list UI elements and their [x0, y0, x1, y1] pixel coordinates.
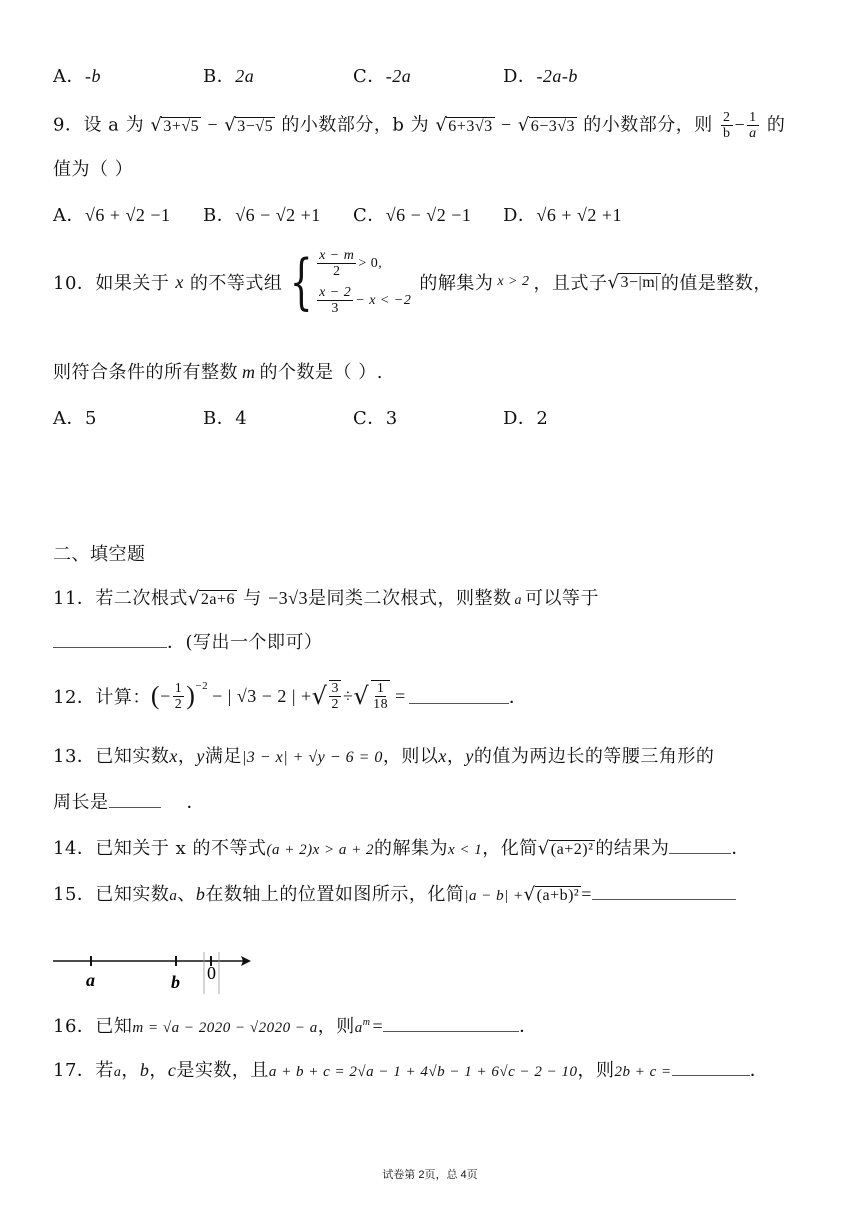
- option-value: √6 + √2 −1: [85, 205, 171, 225]
- option-label: A．: [53, 66, 85, 87]
- q10-lead: 10．如果关于: [53, 273, 170, 294]
- q14-inequality: (a + 2)x > a + 2: [266, 842, 375, 858]
- q9-options: [53, 201, 622, 227]
- q10-line2-tail: 的个数是（ ）.: [259, 362, 383, 383]
- denominator: b: [723, 126, 731, 141]
- option-a: A．5: [53, 408, 97, 429]
- q12-radical-fraction-2: [371, 680, 390, 712]
- q9-fraction-2: [747, 110, 759, 141]
- var-m: m: [242, 362, 256, 382]
- q10-lead2: 的不等式组: [189, 273, 283, 294]
- q11-line2-text: ．(写出一个即可）: [167, 632, 323, 653]
- q12-mid: − | √3 − 2 | +: [212, 685, 312, 706]
- denominator: 18: [373, 697, 389, 712]
- q10-tail: 的值是整数，: [660, 273, 772, 294]
- q16-lead: 16．已知: [53, 1016, 133, 1037]
- q14-lead: 14．已知关于 x 的不等式: [53, 838, 267, 859]
- q11-radical: 2a+6: [200, 591, 236, 608]
- inequality-1: [315, 248, 411, 279]
- q11-tail: 是同类二次根式，则整数: [308, 588, 512, 609]
- question-17: [53, 1056, 768, 1082]
- period: ．: [186, 792, 205, 813]
- separator: ，: [149, 1060, 168, 1081]
- rest: > 0,: [358, 255, 383, 271]
- q15-tail: 在数轴上的位置如图所示，化简: [205, 884, 465, 905]
- q13-mid: 满足: [204, 746, 242, 767]
- q13-line2-text: 周长是: [53, 792, 109, 813]
- var-a: a: [514, 593, 523, 608]
- option-c: C．3: [353, 408, 398, 429]
- q8-options: [53, 62, 578, 88]
- var-x: x: [438, 746, 447, 766]
- inequality-2: [315, 285, 411, 316]
- q15-radical: (a+b)²: [536, 887, 580, 904]
- question-12: 12．计算： ( − $\frac{1}{2}$ ) $^{-2}$ − | √3 − 2 | + √ $\frac{3}{2}$ ÷ √ $\frac{1}{18}$ = ．: [53, 680, 528, 712]
- q11-tail2: 可以等于: [525, 588, 600, 609]
- q10-solution: x > 2: [497, 274, 530, 289]
- numerator: x − m: [319, 248, 355, 263]
- q13-lead: 13．已知实数: [53, 746, 170, 767]
- denominator: a: [749, 126, 757, 141]
- question-11: 11．若二次根式√2a+6 与 −3√3是同类二次根式，则整数 a 可以等于: [53, 588, 600, 609]
- option-label: B．: [203, 205, 236, 226]
- var-y: y: [196, 746, 205, 766]
- q14-mid: 的解集为: [374, 838, 449, 859]
- question-9: 9．设 a 为 √3+√5 − √3−√5 的小数部分，b 为 √6+3√3 − √6−3√3 的小数部分，则 $\frac{2}{b}$ − $\frac{1}{a}$ 的: [53, 110, 786, 141]
- label-a: a: [86, 970, 95, 990]
- label-b: b: [171, 972, 180, 992]
- denominator: 3: [331, 301, 339, 316]
- equals-sign: =: [581, 884, 592, 904]
- separator: ，: [121, 1060, 140, 1081]
- q13-expr: |3 − x| + √y − 6 = 0: [241, 749, 383, 766]
- answer-blank[interactable]: [669, 839, 731, 854]
- period: ．: [519, 1016, 538, 1037]
- answer-blank[interactable]: [53, 633, 167, 648]
- denominator: 2: [174, 696, 183, 712]
- q9-fraction-1: [721, 110, 733, 141]
- question-16: [53, 1012, 538, 1038]
- var-x: x: [169, 746, 178, 766]
- option-value: √6 + √2 +1: [536, 205, 622, 225]
- q10-options: [53, 404, 548, 430]
- q11-mid: 与: [243, 588, 262, 609]
- question-13: [53, 742, 714, 768]
- fraction: [317, 248, 356, 279]
- q9-lead: 9．设 a 为: [53, 114, 145, 136]
- q9-line2: 值为（ ）: [53, 159, 134, 180]
- exponent: −2: [195, 680, 209, 692]
- option-b: B．4: [203, 408, 248, 429]
- number-line: [53, 948, 263, 998]
- numerator: x − 2: [319, 285, 352, 300]
- option-value: -b: [85, 66, 101, 86]
- system-rows: [315, 248, 411, 316]
- denominator: 2: [332, 264, 341, 279]
- q10-mid: 的解集为: [419, 273, 494, 294]
- q13-mid2: ，则以: [382, 746, 439, 767]
- q17-mid2: ，则: [577, 1060, 615, 1081]
- minus-sign: −: [207, 114, 219, 135]
- answer-blank[interactable]: [409, 689, 509, 704]
- q14-mid2: ，化简: [482, 838, 538, 859]
- var-c: c: [167, 1060, 177, 1080]
- numerator: 2: [723, 110, 731, 125]
- q15-expr: |a − b| +: [464, 888, 524, 904]
- q9-radical-2: 3−√5: [237, 117, 274, 135]
- q10-line2: [53, 358, 383, 384]
- var-a: a: [113, 1065, 122, 1080]
- q9-mid: 的小数部分，b 为: [281, 114, 430, 136]
- q17-expr: a + b + c = 2√a − 1 + 4√b − 1 + 6√c − 2 − 10: [268, 1064, 578, 1080]
- q12-fraction: [173, 681, 185, 712]
- q17-ask: 2b + c =: [614, 1064, 672, 1080]
- q9-radical-4: 6−3√3: [530, 117, 576, 135]
- q13-tail: 的值为两边长的等腰三角形的: [473, 746, 715, 767]
- answer-blank[interactable]: [109, 793, 161, 808]
- rest: − x < −2: [355, 292, 412, 308]
- base-a: a: [354, 1020, 363, 1036]
- q9-mid2: 的小数部分，则: [583, 114, 713, 136]
- q11-expr: −3√3: [267, 588, 309, 608]
- separator: ，: [177, 746, 197, 767]
- answer-blank[interactable]: [672, 1061, 750, 1076]
- q12-tail: ．: [508, 687, 528, 708]
- option-label: D．: [503, 205, 537, 226]
- var-a: a: [169, 888, 178, 904]
- var-b: b: [139, 1060, 150, 1080]
- option-value: √6 − √2 +1: [235, 205, 321, 225]
- equals-sign: =: [395, 685, 406, 706]
- numerator: 1: [174, 680, 183, 696]
- section-heading: 二、填空题: [53, 544, 146, 565]
- answer-blank[interactable]: [383, 1017, 519, 1032]
- option-label: D．: [503, 66, 537, 87]
- option-d: D．2: [503, 408, 549, 429]
- numerator: 3: [331, 681, 339, 696]
- var-b: b: [195, 884, 206, 904]
- q10-radical: 3−|m|: [620, 273, 659, 291]
- q14-radical: (a+2)²: [550, 841, 594, 858]
- q14-tail: 的结果为: [595, 838, 670, 859]
- question-10: 10．如果关于 x 的不等式组 { $\frac{x - m}{2}$ > 0, $\frac{x - 2}{3}$ − x < −2 的解集为 x > 2 ，且式子 √ 3−|m| 的值是整数，: [53, 247, 772, 317]
- option-label: B．: [203, 66, 236, 87]
- q15-lead: 15．已知实数: [53, 884, 170, 905]
- separator: 、: [177, 884, 196, 905]
- q12-radical-fraction-1: [329, 680, 341, 712]
- q9-radical-3: 6+3√3: [448, 117, 493, 135]
- equals-sign: =: [372, 1016, 384, 1036]
- q16-mid: ，则: [317, 1016, 355, 1037]
- label-zero: 0: [207, 963, 216, 983]
- option-value: -2a: [385, 66, 412, 86]
- q17-mid: 是实数，且: [176, 1060, 269, 1081]
- option-value: √6 − √2 −1: [385, 205, 472, 225]
- inequality-system: [282, 248, 411, 316]
- fraction: [317, 285, 353, 316]
- q10-mid2: ，且式子: [533, 273, 608, 294]
- answer-blank[interactable]: [592, 885, 736, 900]
- page-footer: 试卷第 2页，总 4页: [382, 1169, 478, 1181]
- option-label: C．: [353, 205, 386, 226]
- period: ．: [749, 1060, 769, 1081]
- q10-line2-text: 则符合条件的所有整数: [53, 362, 238, 383]
- option-label: C．: [353, 66, 386, 87]
- numerator: 1: [749, 110, 757, 125]
- separator: ，: [446, 746, 466, 767]
- q9-tail: 的: [766, 114, 786, 136]
- brace-icon: {: [290, 247, 314, 317]
- numerator: 1: [376, 681, 385, 696]
- option-value: -2a-b: [536, 66, 578, 86]
- period: ．: [731, 838, 750, 859]
- q14-solution: x < 1: [448, 842, 483, 858]
- q17-lead: 17．若: [53, 1060, 114, 1081]
- var-x: x: [175, 271, 184, 292]
- option-label: A．: [53, 205, 85, 226]
- q12-lead: 12．计算：: [53, 687, 151, 708]
- question-15: 15．已知实数a、b在数轴上的位置如图所示，化简|a − b| +√(a+b)² =: [53, 880, 736, 906]
- option-value: 2a: [235, 66, 255, 86]
- exponent-m: m: [362, 1017, 371, 1028]
- divide-sign: ÷: [342, 685, 354, 706]
- q11-lead: 11．若二次根式: [53, 588, 188, 609]
- q13-line2: [53, 788, 205, 814]
- var-y: y: [465, 746, 474, 766]
- q16-expr: m = √a − 2020 − √2020 − a: [132, 1020, 318, 1036]
- q9-radical-1: 3+√5: [163, 117, 200, 135]
- question-14: 14．已知关于 x 的不等式(a + 2)x > a + 2的解集为x < 1，化简√(a+2)² 的结果为 ．: [53, 838, 750, 859]
- denominator: 2: [331, 697, 339, 712]
- q11-line2: [53, 628, 323, 654]
